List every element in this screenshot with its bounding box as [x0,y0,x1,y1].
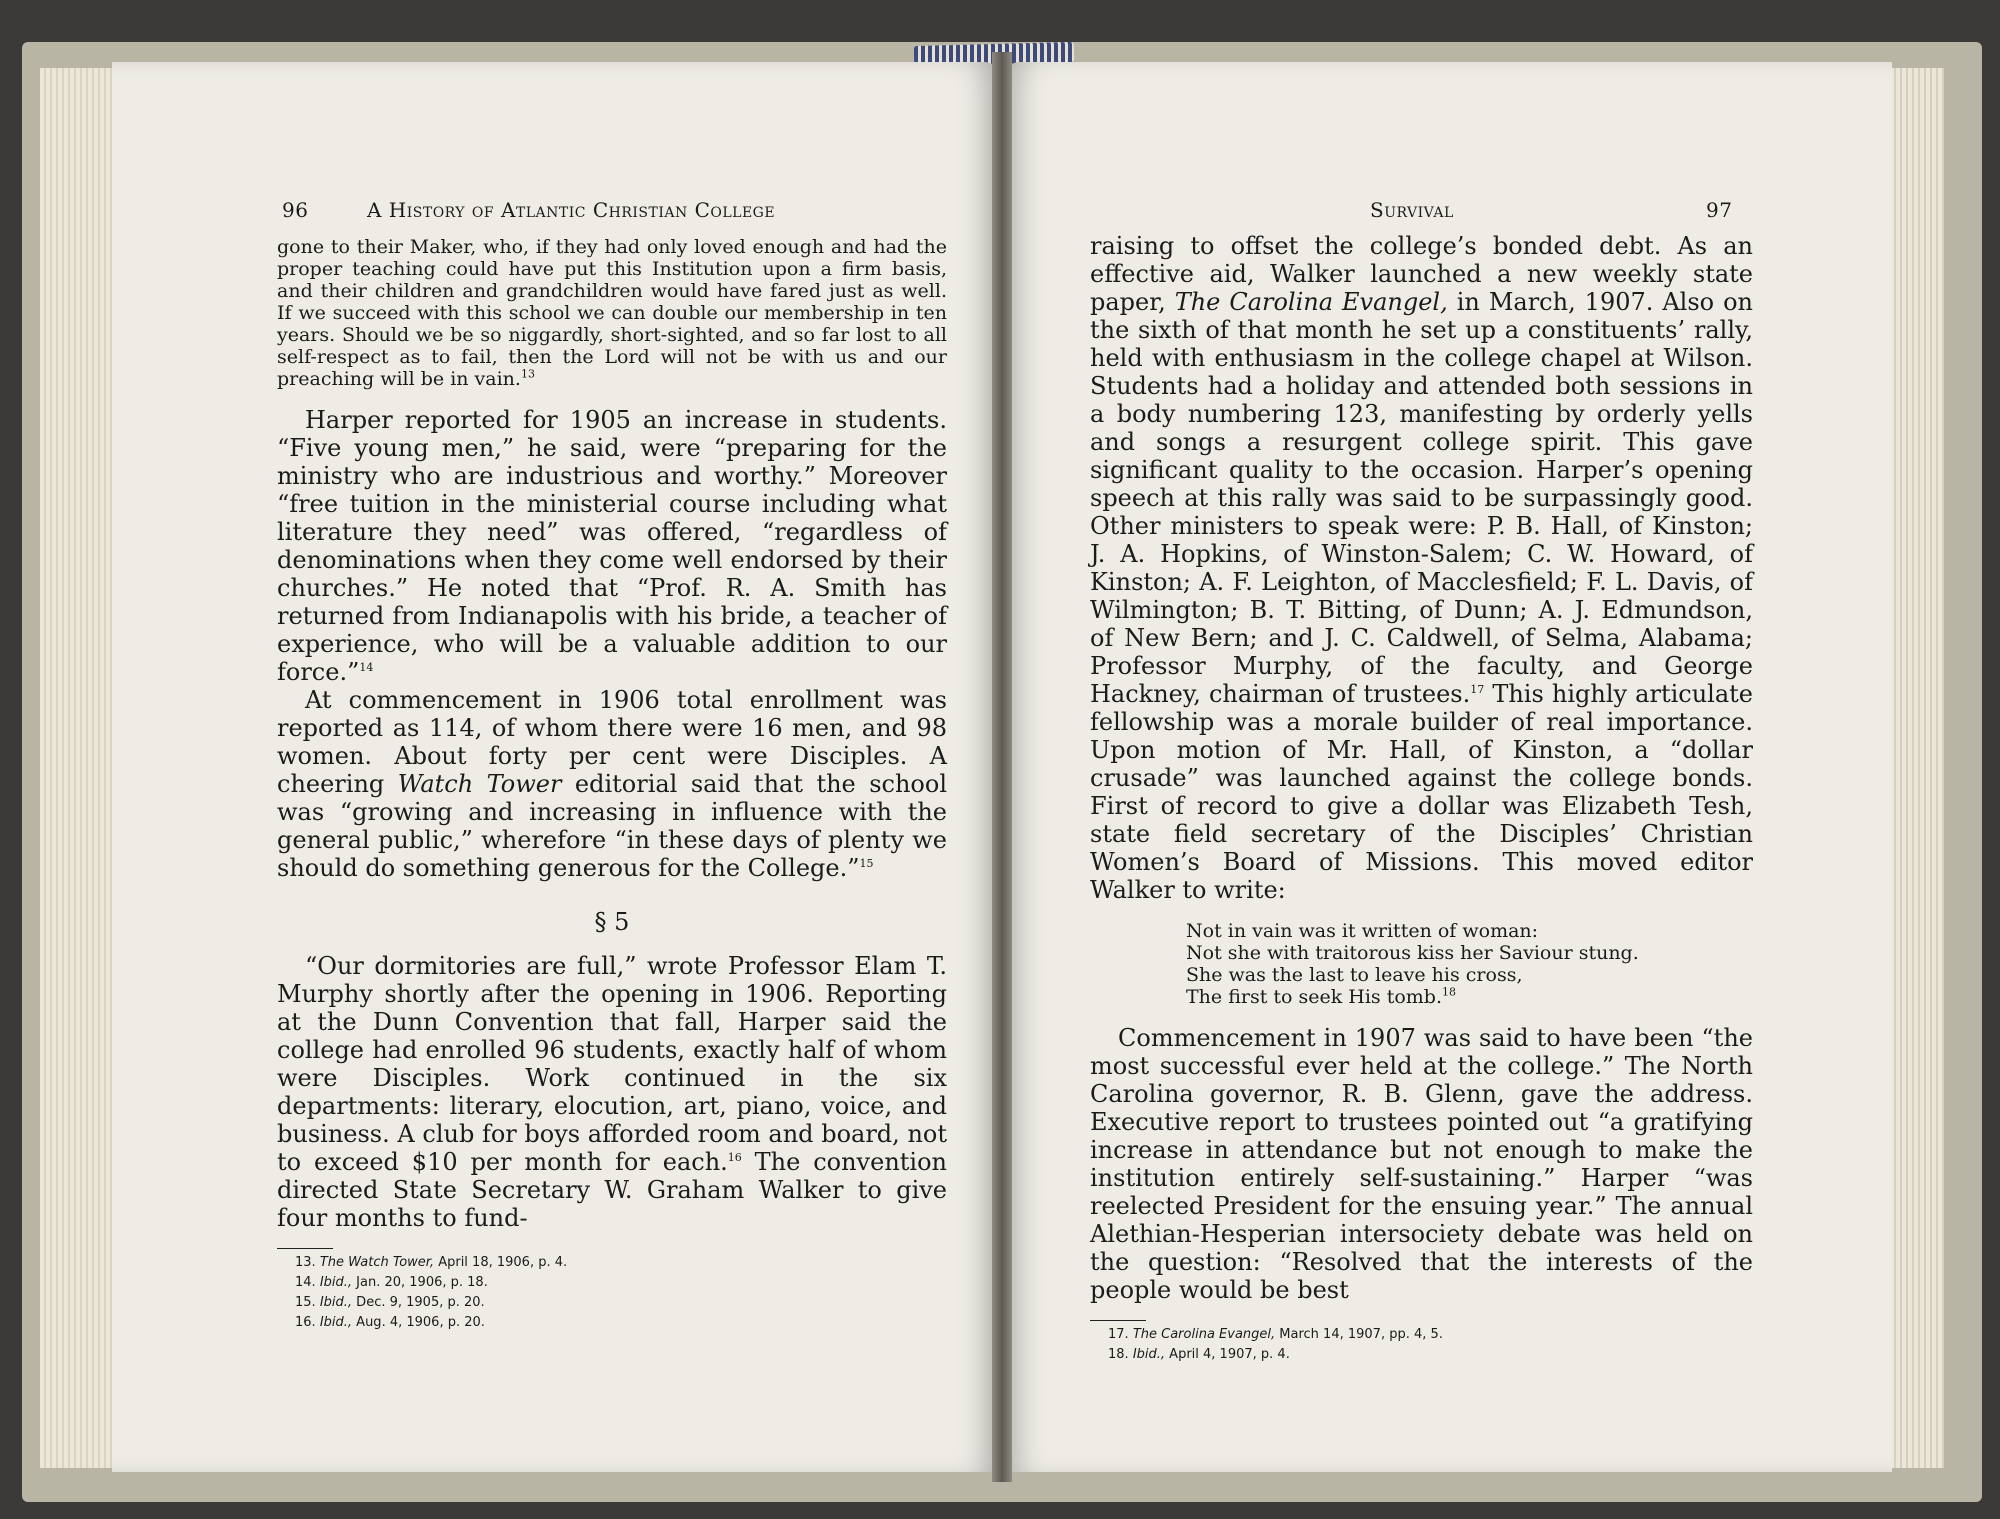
note-ref: 14 [359,661,374,674]
note-ref: 17 [1470,683,1485,696]
book-gutter [992,52,1012,1482]
left-page [112,62,1000,1472]
right-text-column [1090,232,1753,1365]
note-ref: 15 [859,857,874,870]
running-head-right: Survival [1370,198,1454,222]
paragraph: “Our dormitories are full,” wrote Professor Elam T. Murphy shortly after the opening in 1906. Reporting at the Dunn Convention that fall, Harper said the college had enrolled 96 students, exactly half of whom were Disciples. Work continued in the six departments: literary, elocution, art, piano, voice, and business. A club for boys afforded room and board, not to exceed $10 per month for each.$^{16}$ The convention directed State Secretary W. Graham Walker to give four months to fund- [277,952,947,1232]
note-ref: 13 [520,367,535,381]
footnote: 18. Ibid., April 4, 1907, p. 4. [1108,1347,1290,1362]
footnote: 13. The Watch Tower, April 18, 1906, p. 4. [295,1255,568,1270]
footnote: 17. The Carolina Evangel, March 14, 1907, pp. 4, 5. [1108,1327,1443,1342]
verse-line: The first to seek His tomb.$^{18}$ [1186,985,1457,1008]
paragraph: raising to offset the college’s bonded debt. As an effective aid, Walker launched a new weekly state paper, The Carolina Evangel, in March, 1907. Also on the sixth of that month he set up a constituents’ rally, held with enthusiasm in the college chapel at Wilson. Students had a holiday and attended both sessions in a body numbering 123, manifesting by orderly yells and songs a resurgent college spirit. This gave significant quality to the occasion. Harper’s opening speech at this rally was said to be surpassingly good. Other ministers to speak were: P. B. Hall, of Kinston; J. A. Hopkins, of Winston-Salem; C. W. Howard, of Kinston; A. F. Leighton, of Macclesfield; F. L. Davis, of Wilmington; B. T. Bitting, of Dunn; A. J. Edmundson, of New Bern; and J. C. Caldwell, of Selma, Alabama; Professor Murphy, of the faculty, and George Hackney, chairman of trustees.$^{17}$ This highly articulate fellowship was a morale builder of real importance. Upon motion of Mr. Hall, of Kinston, a “dollar crusade” was launched against the college bonds. First of record to give a dollar was Elizabeth Tesh, state field secretary of the Disciples’ Christian Women’s Board of Missions. This moved editor Walker to write: [1090,232,1753,904]
note-ref: 18 [1442,985,1457,999]
paragraph: At commencement in 1906 total enrollment was reported as 114, of whom there were 16 men, and 98 women. About forty per cent were Disciples. A cheering Watch Tower editorial said that the school was “growing and increasing in influence with the general public,” wherefore “in these days of plenty we should do something generous for the College.”$^{15}$ [277,686,947,882]
left-text-column [277,232,947,1333]
verse-line: She was the last to leave his cross, [1186,964,1523,986]
verse-line: Not she with traitorous kiss her Saviour stung. [1186,942,1639,964]
verse-quote [1186,920,1753,1008]
footnotes-left [277,1242,947,1333]
page-edges-right [1890,68,1944,1468]
right-page [1004,62,1892,1472]
note-ref: 16 [727,1151,742,1164]
block-quote: gone to their Maker, who, if they had only loved enough and had the proper teaching could have put this Institution upon a firm basis, and their children and grandchildren would have fared just as well. If we succeed with this school we can double our membership in ten years. Should we be so niggardly, short-sighted, and so far lost to all self-respect as to fail, then the Lord will not be with us and our preaching will be in vain.$^{13}$ [277,236,947,390]
section-heading: § 5 [594,908,630,936]
footnote: 14. Ibid., Jan. 20, 1906, p. 18. [295,1275,488,1290]
footnote: 15. Ibid., Dec. 9, 1905, p. 20. [295,1295,485,1310]
verse-line: Not in vain was it written of woman: [1186,920,1539,942]
page-edges-left [40,68,112,1468]
page-number-right: 97 [1706,198,1733,222]
footnote-rule [277,1248,333,1249]
page-number-left: 96 [282,198,309,222]
paragraph: Harper reported for 1905 an increase in students. “Five young men,” he said, were “preparing for the ministry who are industrious and worthy.” Moreover “free tuition in the ministerial course including what literature they need” was offered, “regardless of denominations when they come well endorsed by their churches.” He noted that “Prof. R. A. Smith has returned from Indianapolis with his bride, a teacher of experience, who will be a valuable addition to our force.”$^{14}$ [277,406,947,686]
footnote: 16. Ibid., Aug. 4, 1906, p. 20. [295,1315,485,1330]
running-head-left: A History of Atlantic Christian College [367,198,776,222]
footnote-rule [1090,1320,1146,1321]
paragraph: Commencement in 1907 was said to have been “the most successful ever held at the college.” The North Carolina governor, R. B. Glenn, gave the address. Executive report to trustees pointed out “a gratifying increase in attendance but not enough to make the institution entirely self-sustaining.” Harper “was reelected President for the ensuing year.” The annual Alethian-Hesperian intersociety debate was held on the question: “Resolved that the interests of the people would be best [1090,1024,1753,1304]
footnotes-right [1090,1314,1753,1365]
